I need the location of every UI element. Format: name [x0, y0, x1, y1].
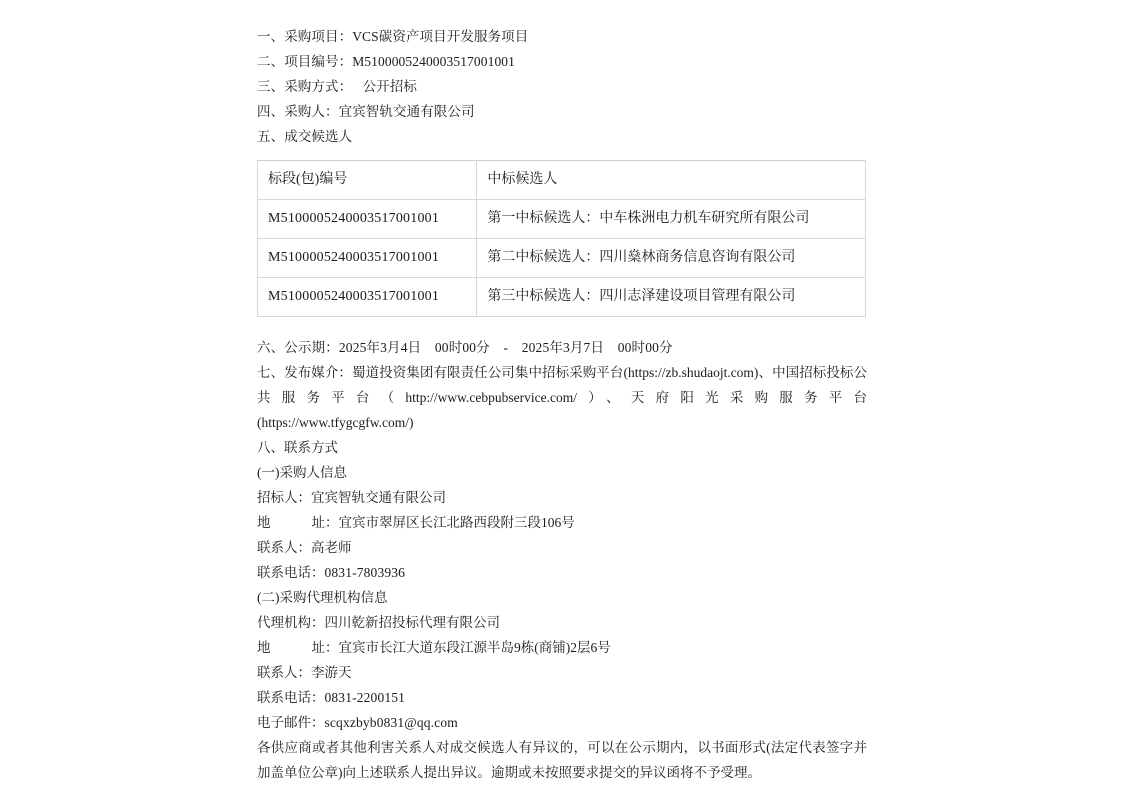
agency-address-label: 地址: [257, 640, 325, 655]
agency-subheading: (二)采购代理机构信息: [257, 590, 388, 605]
agency-email: [257, 710, 867, 735]
section-project-number: 二、项目编号：M5100005240003517001001: [257, 54, 516, 69]
purchaser-tenderer: [257, 485, 867, 510]
purchaser-phone-label: 联系电话：: [257, 565, 325, 580]
notice-period: 六、公示期：2025年3月4日 00时00分 - 2025年3月7日 00时00分: [257, 340, 673, 355]
agency-name: [257, 610, 867, 635]
purchaser-tenderer-label: 招标人：: [257, 490, 311, 505]
cell-lot-number: M5100005240003517001001: [258, 200, 477, 239]
candidates-table: [257, 160, 866, 317]
agency-phone: [257, 685, 867, 710]
section-procurement-method: 三、采购方式： 公开招标: [257, 79, 418, 94]
purchaser-subheading: (一)采购人信息: [257, 465, 347, 480]
footer-note: 各供应商或者其他利害关系人对成交候选人有异议的，可以在公示期内，以书面形式(法定代表签字并加盖单位公章)向上述联系人提出异议。逾期或未按照要求提交的异议函将不予受理。: [257, 740, 867, 780]
purchaser-phone: [257, 560, 867, 585]
agency-name-label: 代理机构：: [257, 615, 325, 630]
document-body: [257, 24, 867, 785]
publication-media-text: 蜀道投资集团有限责任公司集中招标采购平台(https://zb.shudaojt.com)、中国招标投标公共服务平台（http://www.cebpubservice.com/）、天府阳光采购服务平台: [257, 365, 868, 405]
publication-media-tail: (https://www.tfygcgfw.com/): [257, 415, 414, 430]
section-candidates-heading: 五、成交候选人: [257, 129, 353, 144]
purchaser-tenderer-value: 宜宾智轨交通有限公司: [311, 490, 446, 505]
purchaser-address-value: 宜宾市翠屏区长江北路西段附三段106号: [338, 515, 575, 530]
purchaser-address-label: 地址: [257, 515, 325, 530]
table-bottom-spacer: [257, 321, 867, 335]
purchaser-address-sep: ：: [325, 515, 339, 530]
table-row: [258, 278, 866, 317]
table-header-candidate: 中标候选人: [477, 161, 866, 200]
cell-candidate: 第一中标候选人：中车株洲电力机车研究所有限公司: [477, 200, 866, 239]
table-header-row: [258, 161, 866, 200]
publication-media: [257, 360, 867, 410]
agency-contact-label: 联系人：: [257, 665, 311, 680]
agency-address-value: 宜宾市长江大道东段江源半岛9栋(商铺)2层6号: [338, 640, 611, 655]
section-project-name: 一、采购项目：VCS碳资产项目开发服务项目: [257, 29, 529, 44]
purchaser-contact-label: 联系人：: [257, 540, 311, 555]
contact-heading: 八、联系方式: [257, 440, 338, 455]
agency-address: [257, 635, 867, 660]
purchaser-address: [257, 510, 867, 535]
table-row: [258, 239, 866, 278]
agency-email-value: scqxzbyb0831@qq.com: [324, 715, 458, 730]
purchaser-contact: [257, 535, 867, 560]
cell-candidate: 第三中标候选人：四川志泽建设项目管理有限公司: [477, 278, 866, 317]
agency-name-value: 四川乾新招投标代理有限公司: [324, 615, 500, 630]
agency-contact-value: 李游天: [311, 665, 352, 680]
table-row: [258, 200, 866, 239]
purchaser-phone-value: 0831-7803936: [324, 565, 406, 580]
purchaser-contact-value: 高老师: [311, 540, 352, 555]
section-purchaser: 四、采购人：宜宾智轨交通有限公司: [257, 104, 475, 119]
agency-phone-value: 0831-2200151: [324, 690, 406, 705]
agency-contact: [257, 660, 867, 685]
publication-media-label: 七、发布媒介：: [257, 365, 353, 380]
agency-address-sep: ：: [325, 640, 339, 655]
agency-phone-label: 联系电话：: [257, 690, 325, 705]
agency-email-label: 电子邮件：: [257, 715, 325, 730]
cell-candidate: 第二中标候选人：四川燊林商务信息咨询有限公司: [477, 239, 866, 278]
cell-lot-number: M5100005240003517001001: [258, 239, 477, 278]
cell-lot-number: M5100005240003517001001: [258, 278, 477, 317]
table-header-lot-number: 标段(包)编号: [258, 161, 477, 200]
